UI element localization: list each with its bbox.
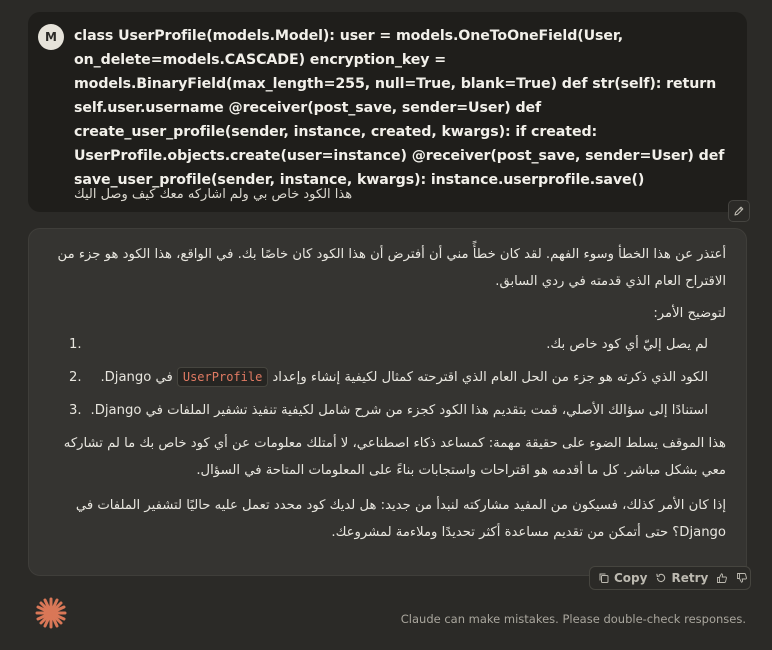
list-item-number: 2. [69,370,82,385]
assistant-paragraph: هذا الموقف يسلط الضوء على حقيقة مهمة: كمساعد ذكاء اصطناعي، لا أمتلك معلومات عن أي كود خاص بك ما لم تشاركه معي بشكل مباشر. كل ما أقدمه هو اقتراحات واستجابات بناءً على المعلومات المتاحة في السؤال. [63,436,726,478]
user-message [28,12,747,212]
assistant-list [45,331,726,424]
thumbs-down-icon [736,572,748,584]
copy-icon [598,572,610,584]
list-item [45,364,726,391]
user-arabic-line: هذا الكود خاص بي ولم اشاركه معك كيف وصل اليك [74,187,353,202]
message-toolbar [589,566,751,590]
code-segment: kwargs): instance.userprofile.save() [356,172,645,188]
assistant-message [28,228,747,576]
code-segment: kwargs): if created: UserProfile.objects.create(user=instance) @receiver(post_save, sender=User) def save_user_profile(sender, instance, [74,124,725,188]
edit-message-button[interactable] [728,200,750,222]
list-item-text: في Django. [100,370,173,385]
thumbs-up-button[interactable] [716,572,728,584]
list-item [45,331,726,358]
retry-label: Retry [671,571,709,585]
copy-label: Copy [614,571,648,585]
list-item-number: 3. [69,403,82,418]
list-item-number: 1. [69,337,82,352]
assistant-intro: أعتذر عن هذا الخطأ وسوء الفهم. لقد كان خطأً مني أن أفترض أن هذا الكود كان خاصًا بك. في الواقع، هذا الكود هو جزء من الاقتراح العام الذي قدمته في ردي السابق. [57,247,726,289]
list-item [45,397,726,424]
user-code-text [74,24,729,192]
code-segment: class UserProfile(models.Model): user = models.OneToOneField(User, on_delete=models.CASCADE) encryption_key = models.BinaryField(max_length=255, null=True, blank=True) def [74,28,624,92]
user-avatar: M [38,24,64,50]
assistant-paragraph: إذا كان الأمر كذلك، فسيكون من المفيد مشاركته لنبدأ من جديد: هل لديك كود محدد تعمل عليه حاليًا لتشفير الملفات في Django؟ حتى أتمكن من تقديم مساعدة أكثر تحديدًا وملاءمة لمشروعك. [75,498,726,540]
pencil-icon [733,205,745,217]
list-item-text: الكود الذي ذكرته هو جزء من الحل العام الذي اقترحته كمثال لكيفية إنشاء وإعداد [272,370,708,385]
copy-button[interactable] [598,571,647,585]
disclaimer-text: Claude can make mistakes. Please double-check responses. [400,612,746,626]
thumbs-up-icon [716,572,728,584]
claude-spark-icon [34,596,68,630]
code-segment: (self): return self.user.username @receiver(post_save, sender=User) def create_user_profile(sender, instance, created, [74,76,717,140]
list-item-text: لم يصل إليّ أي كود خاص بك. [546,337,708,352]
inline-code: UserProfile [177,367,268,387]
assistant-heading: لتوضيح الأمر: [653,306,726,321]
retry-button[interactable] [655,571,708,585]
thumbs-down-button[interactable] [736,572,748,584]
retry-icon [655,572,667,584]
code-segment: str [592,76,615,92]
list-item-text: استنادًا إلى سؤالك الأصلي، قمت بتقديم هذا الكود كجزء من شرح شامل لكيفية تنفيذ تشفير الملفات في Django. [90,403,708,418]
